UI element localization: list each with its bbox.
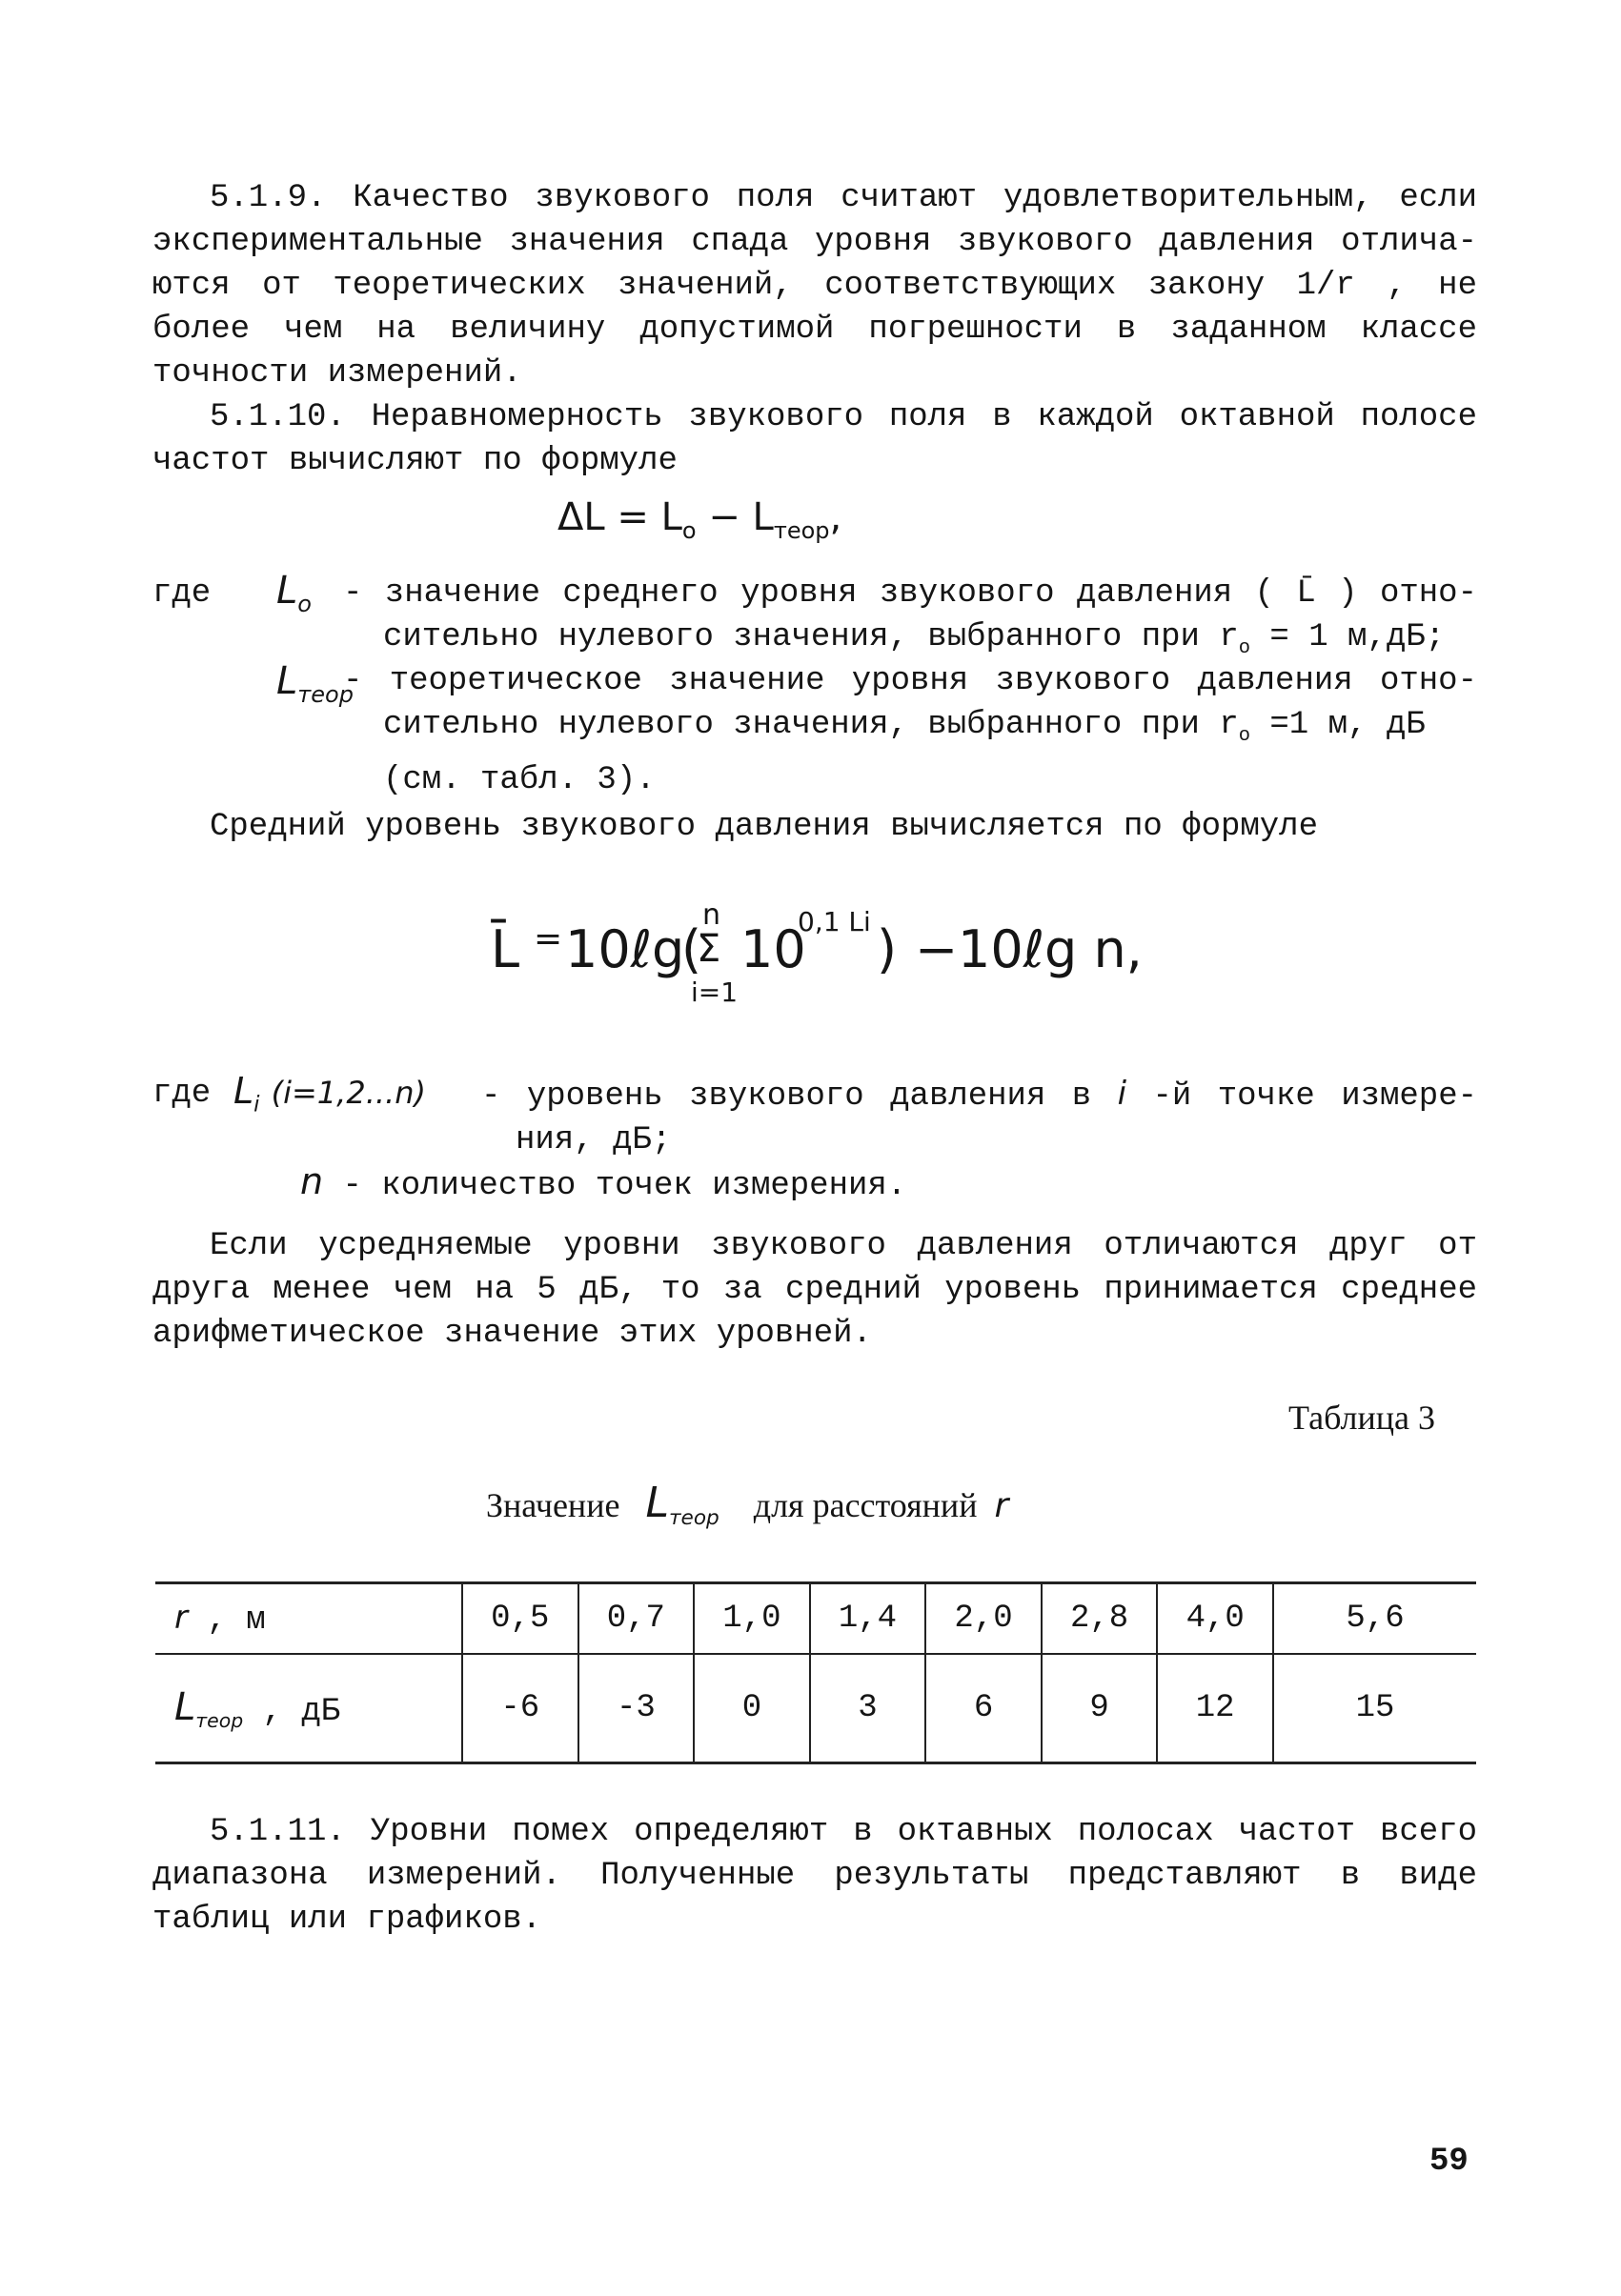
- table-cell: 3: [810, 1654, 926, 1763]
- text-line: ются от теоретических значений, соответствующих закону 1/r , не: [152, 268, 1477, 304]
- table-cell: 5,6: [1273, 1583, 1476, 1655]
- table-cell: 2,0: [925, 1583, 1042, 1655]
- sum-lower-limit: i=1: [691, 977, 739, 1008]
- formula-tail: ,: [829, 495, 842, 539]
- formula-lhs: ΔL: [557, 495, 605, 539]
- formula-minus: −: [915, 919, 959, 979]
- text-line: экспериментальные значения спада уровня звукового давления отлича-: [152, 224, 1477, 260]
- formula-tail: 10ℓg n,: [958, 919, 1143, 979]
- formula-sub: теор: [773, 517, 830, 544]
- text-line: 5.1.9. Качество звукового поля считают удовлетворительным, если: [210, 180, 1477, 216]
- formula-lg: 10ℓg: [565, 919, 685, 979]
- table-cell: 12: [1157, 1654, 1273, 1763]
- table-label: Таблица 3: [1288, 1399, 1435, 1437]
- formula-base: 10: [740, 919, 806, 979]
- text-line: сительно нулевого значения, выбранного при $r_o =1$ м, дБ: [383, 707, 1426, 747]
- table-cell: 1,0: [694, 1583, 810, 1655]
- formula-eq: =: [534, 919, 563, 958]
- formula-open-paren: (: [681, 919, 702, 979]
- formula-minus: −: [708, 495, 740, 539]
- definition-li: [481, 1072, 1477, 1162]
- mean-level-intro: [152, 805, 1477, 849]
- symbol-lteor: $L_{теор}$: [276, 659, 354, 708]
- text-line: 5.1.11. Уровни помех определяют в октавных полосах частот всего: [210, 1814, 1477, 1850]
- row-header-r: r , м: [155, 1583, 462, 1655]
- table-row: [155, 1583, 1476, 1655]
- table-cell: 0,5: [462, 1583, 578, 1655]
- averaging-note: [152, 1224, 1477, 1356]
- table-cell: 0,7: [578, 1583, 695, 1655]
- text-line: - уровень звукового давления в i -й точке измере-: [481, 1075, 1478, 1115]
- text-line: - теоретическое значение уровня звукового давления отно-: [343, 663, 1477, 699]
- text-line: ния, дБ;: [516, 1122, 672, 1158]
- formula-sub: o: [681, 517, 697, 544]
- paragraph-5-1-11: [152, 1810, 1477, 1942]
- row-header-lteor: $L_{теор}$ , дБ: [155, 1654, 462, 1763]
- formula-lhs: L̄: [491, 919, 520, 979]
- text-line: (см. табл. 3).: [383, 761, 656, 798]
- formula-term: L: [660, 495, 682, 539]
- formula-close-paren: ): [877, 919, 898, 979]
- text-line: - количество точек измерения.: [342, 1168, 907, 1204]
- text-line: более чем на величину допустимой погрешности в заданном классе: [152, 312, 1477, 348]
- text-line: Если усредняемые уровни звукового давления отличаются друг от: [210, 1228, 1477, 1264]
- where-word: где: [152, 575, 212, 612]
- paragraph-5-1-9: [152, 176, 1477, 395]
- table-cell: 4,0: [1157, 1583, 1273, 1655]
- symbol-n: n: [300, 1160, 324, 1202]
- text-line: сительно нулевого значения, выбранного при $r_o = 1$ м,дБ;: [383, 619, 1446, 659]
- sum-sign: Σ: [697, 927, 721, 971]
- text-line: диапазона измерений. Полученные результаты представляют в виде: [152, 1858, 1477, 1894]
- page-number: 59: [1429, 2144, 1469, 2180]
- paragraph-5-1-10: [152, 395, 1477, 483]
- text-line: 5.1.10. Неравномерность звукового поля в каждой октавной полосе: [210, 399, 1477, 435]
- definition-l0: [343, 572, 1477, 671]
- text-line: таблиц или графиков.: [152, 1902, 542, 1938]
- symbol-l0: $L_o$: [276, 569, 312, 617]
- table-cell: 0: [694, 1654, 810, 1763]
- text-line: точности измерений.: [152, 355, 522, 392]
- table-cell: 1,4: [810, 1583, 926, 1655]
- table-caption: Значение $L_{теор}$ для расстояний r: [486, 1479, 1009, 1531]
- text-line: арифметическое значение этих уровней.: [152, 1316, 872, 1352]
- formula-delta-l: [557, 495, 841, 544]
- symbol-li: $L_i$ (i=1,2...n): [233, 1070, 426, 1118]
- formula-eq: =: [617, 495, 649, 539]
- where-word: где: [152, 1076, 212, 1112]
- table-3: [155, 1581, 1476, 1764]
- formula-exponent: 0,1 Li: [798, 906, 871, 937]
- table-cell: 6: [925, 1654, 1042, 1763]
- formula-term: L: [752, 495, 774, 539]
- text-line: - значение среднего уровня звукового давления ( L̄ ) отно-: [343, 575, 1477, 612]
- text-line: частот вычисляют по формуле: [152, 443, 678, 479]
- definition-lteor: [343, 659, 1477, 802]
- definition-n: [300, 1159, 906, 1208]
- text-line: Средний уровень звукового давления вычисляется по формуле: [210, 809, 1318, 845]
- table-row: [155, 1654, 1476, 1763]
- table-cell: -6: [462, 1654, 578, 1763]
- sum-upper-limit: n: [702, 898, 721, 932]
- table-cell: 9: [1042, 1654, 1158, 1763]
- formula-mean-level: [491, 900, 1158, 1024]
- text-line: друга менее чем на 5 дБ, то за средний уровень принимается среднее: [152, 1272, 1477, 1308]
- table-cell: 15: [1273, 1654, 1476, 1763]
- table-cell: 2,8: [1042, 1583, 1158, 1655]
- table-cell: -3: [578, 1654, 695, 1763]
